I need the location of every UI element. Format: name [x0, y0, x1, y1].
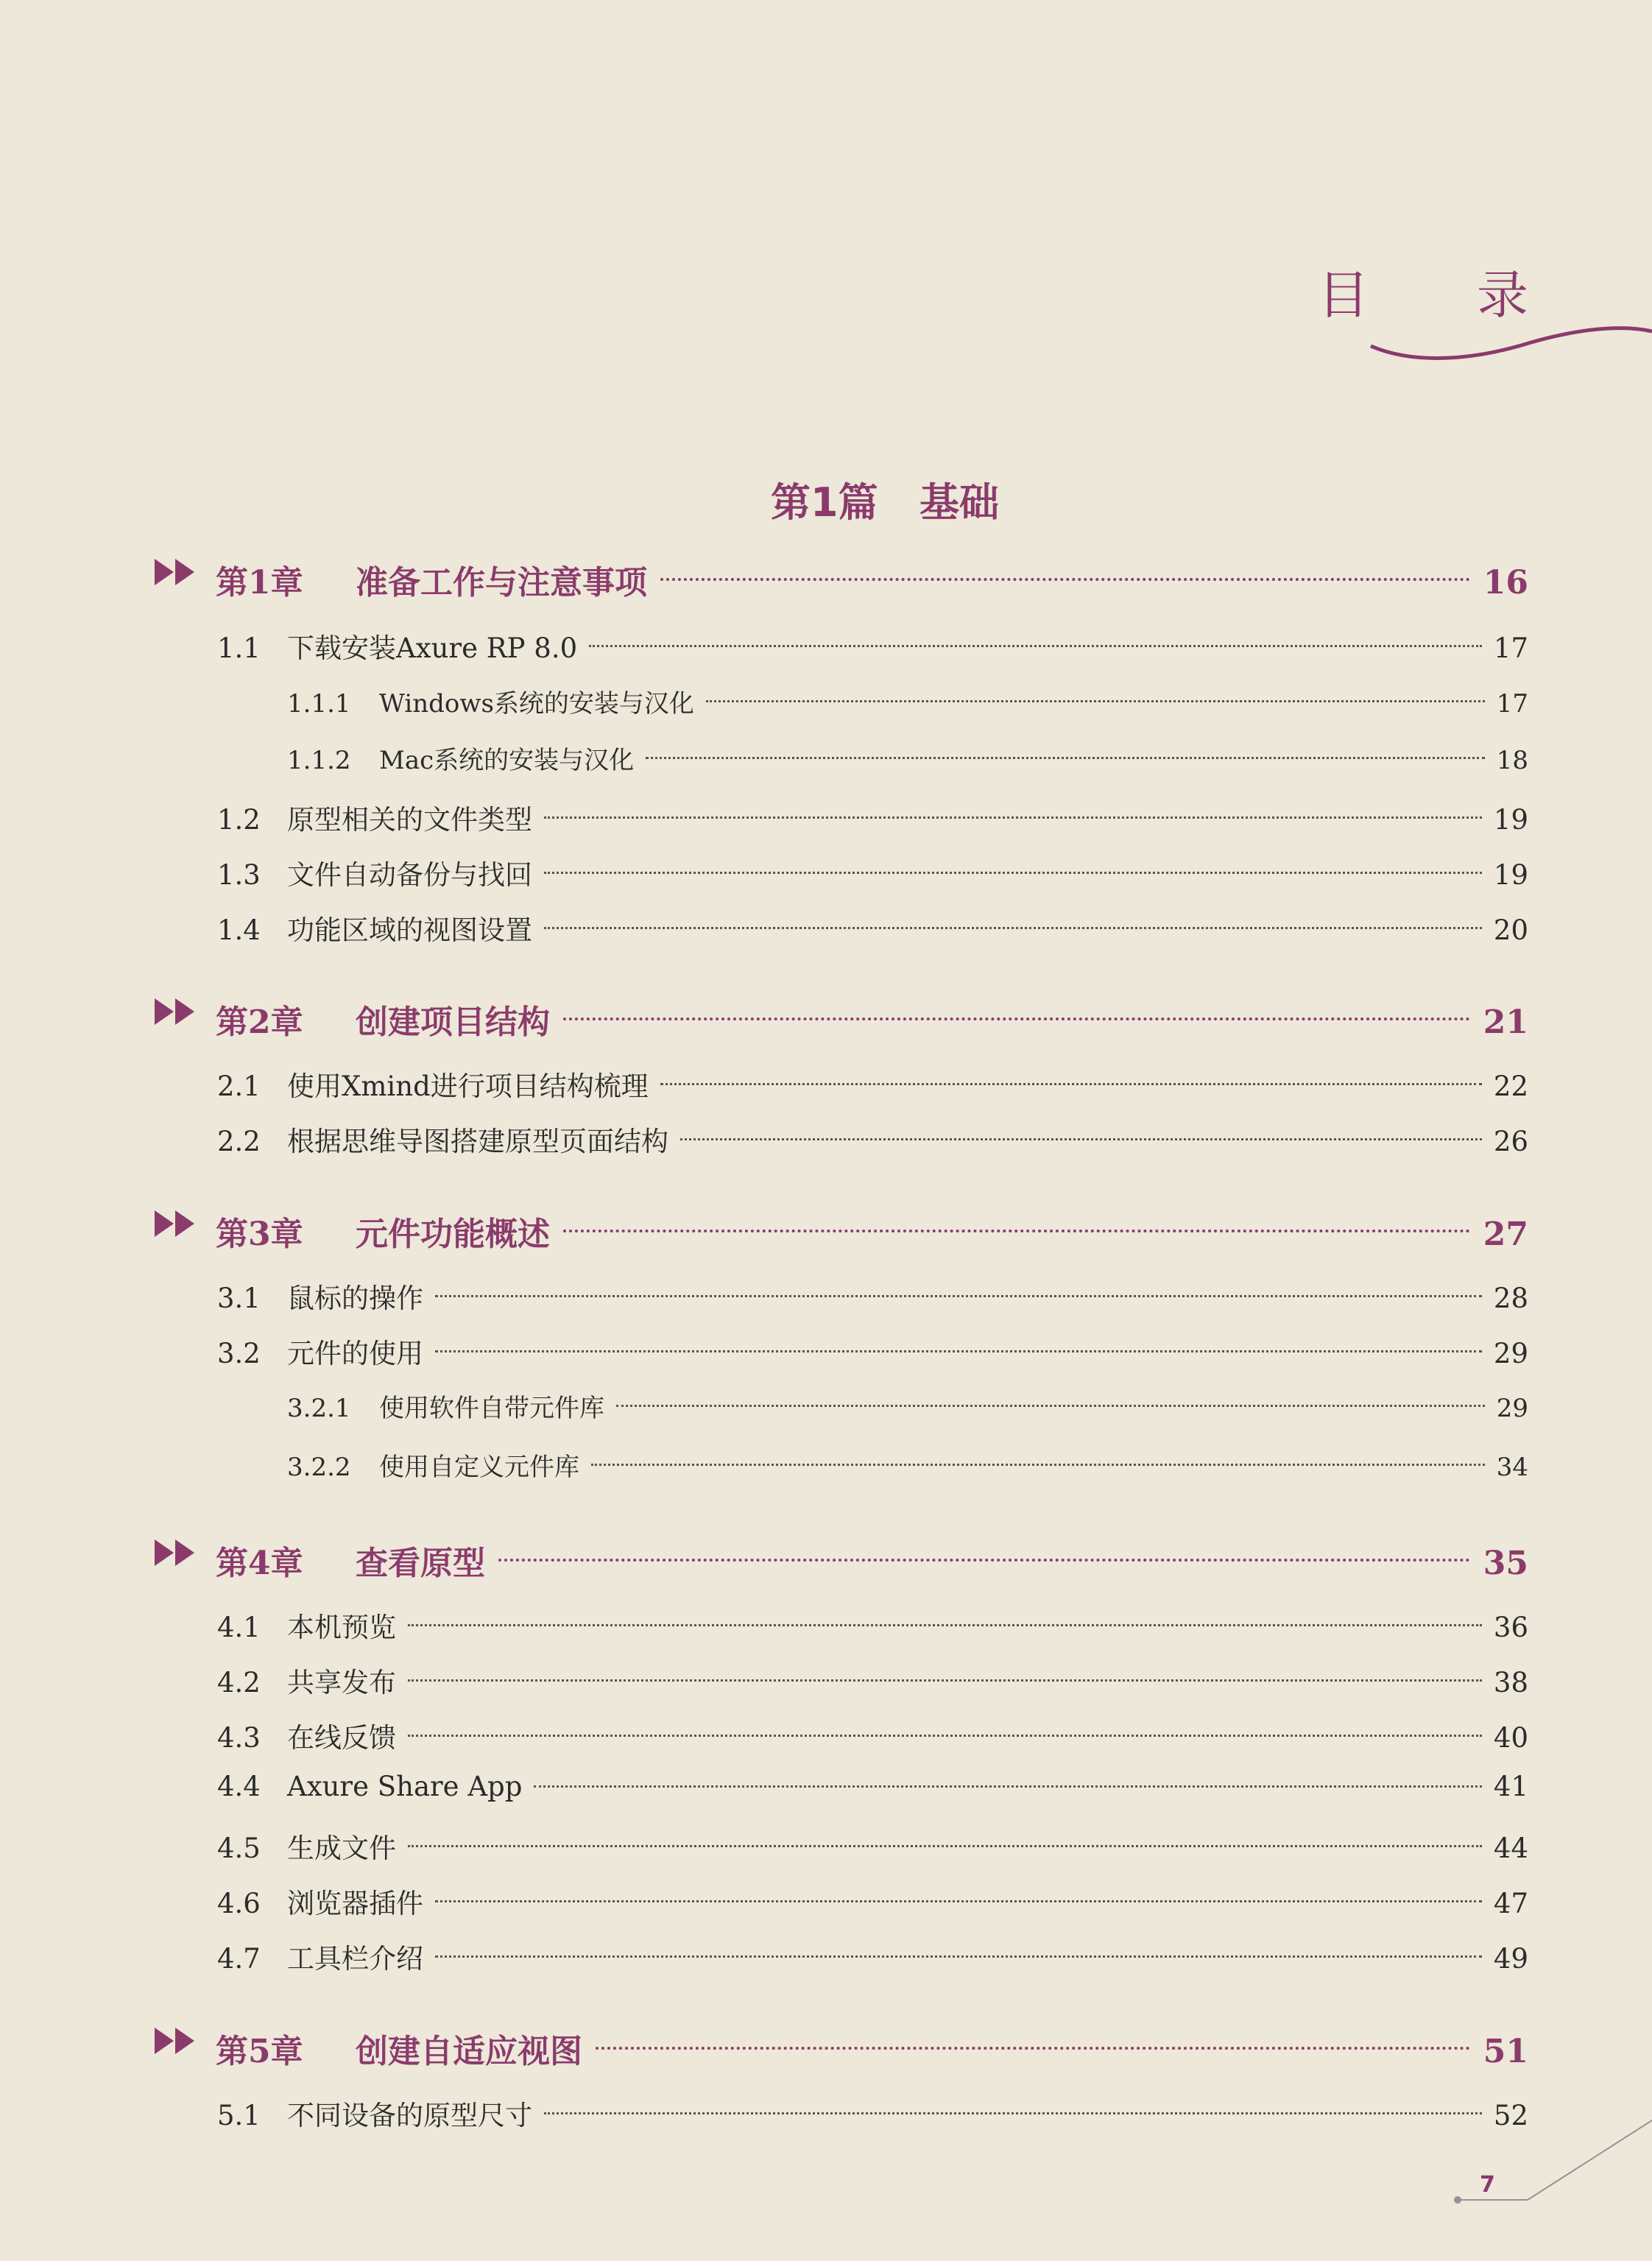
section-number: 1.2 — [217, 804, 261, 836]
section-title: 元件的使用 — [287, 1338, 423, 1369]
page-ref: 17 — [1496, 689, 1528, 719]
page-ref: 40 — [1493, 1722, 1528, 1754]
dot-leader — [408, 1845, 1482, 1847]
dot-leader — [563, 1230, 1470, 1232]
page-ref: 18 — [1496, 746, 1528, 775]
dot-leader — [435, 1900, 1482, 1902]
section-number: 4.7 — [217, 1943, 261, 1975]
page-ref: 34 — [1496, 1453, 1528, 1482]
page-ref: 51 — [1483, 2033, 1528, 2070]
page-ref: 49 — [1493, 1943, 1528, 1975]
toc-chapter-5[interactable] — [0, 2025, 1528, 2072]
dot-leader — [646, 757, 1485, 759]
toc-section-4-7[interactable] — [0, 1936, 1528, 1976]
chapter-title: 创建项目结构 — [356, 1003, 550, 1041]
page-ref: 47 — [1493, 1888, 1528, 1919]
dot-leader — [706, 700, 1485, 702]
page-ref: 28 — [1493, 1283, 1528, 1314]
page-ref: 44 — [1493, 1833, 1528, 1864]
section-title: 根据思维导图搭建原型页面结构 — [287, 1126, 668, 1157]
section-title: 原型相关的文件类型 — [287, 804, 532, 836]
page-ref: 38 — [1493, 1667, 1528, 1699]
page-ref: 35 — [1483, 1545, 1528, 1582]
toc-section-4-3[interactable] — [0, 1715, 1528, 1755]
page-ref: 52 — [1493, 2100, 1528, 2131]
toc-chapter-3[interactable] — [0, 1207, 1528, 1255]
page-ref: 29 — [1493, 1338, 1528, 1369]
toc-chapter-1[interactable] — [0, 556, 1528, 603]
page-ref: 29 — [1496, 1394, 1528, 1423]
section-number: 1.4 — [217, 914, 261, 946]
page-ref: 21 — [1483, 1003, 1528, 1041]
dot-leader — [596, 2047, 1470, 2050]
section-number: 4.3 — [217, 1722, 261, 1754]
toc-section-2-2[interactable] — [0, 1119, 1528, 1159]
chapter-number: 第2章 — [216, 1003, 303, 1041]
page-ref: 17 — [1493, 632, 1528, 664]
subsection-number: 3.2.1 — [287, 1394, 351, 1423]
section-title: 本机预览 — [287, 1612, 396, 1643]
chapter-title: 元件功能概述 — [356, 1216, 550, 1253]
page-ref: 26 — [1493, 1126, 1528, 1157]
section-title: 共享发布 — [287, 1667, 396, 1699]
section-number: 3.1 — [217, 1283, 261, 1314]
section-title: 浏览器插件 — [287, 1888, 423, 1919]
toc-chapter-2[interactable] — [0, 995, 1528, 1043]
subsection-number: 1.1.2 — [287, 746, 351, 775]
section-number: 4.5 — [217, 1833, 261, 1864]
section-number: 2.1 — [217, 1070, 261, 1102]
subsection-number: 1.1.1 — [287, 689, 351, 719]
page-ref: 22 — [1493, 1070, 1528, 1102]
section-title: 文件自动备份与找回 — [287, 859, 532, 891]
page-ref: 36 — [1493, 1612, 1528, 1643]
toc-section-3-2[interactable] — [0, 1331, 1528, 1371]
page-number: 7 — [1480, 2172, 1495, 2198]
section-title: Axure Share App — [287, 1771, 523, 1802]
subsection-title: Windows系统的安装与汉化 — [379, 689, 694, 719]
toc-section-4-6[interactable] — [0, 1881, 1528, 1921]
dot-leader — [544, 872, 1482, 874]
chapter-title: 准备工作与注意事项 — [356, 564, 647, 602]
dot-leader — [408, 1624, 1482, 1626]
dot-leader — [435, 1955, 1482, 1958]
chapter-number: 第4章 — [216, 1545, 303, 1582]
dot-leader — [435, 1295, 1482, 1297]
section-number: 3.2 — [217, 1338, 261, 1369]
dot-leader — [660, 578, 1470, 581]
chapter-number: 第5章 — [216, 2033, 303, 2070]
chapter-title: 查看原型 — [356, 1545, 485, 1582]
page-ref: 16 — [1483, 564, 1528, 602]
dot-leader — [660, 1083, 1482, 1085]
toc-subsection-3-2-2[interactable] — [0, 1447, 1528, 1483]
section-number: 1.1 — [217, 632, 261, 664]
section-number: 4.2 — [217, 1667, 261, 1699]
toc-subsection-1-1-2[interactable] — [0, 740, 1528, 776]
page-title: 目 录 — [1317, 265, 1574, 325]
dot-leader — [544, 816, 1482, 819]
toc-chapter-4[interactable] — [0, 1537, 1528, 1584]
section-title: 生成文件 — [287, 1833, 396, 1864]
toc-section-3-1[interactable] — [0, 1276, 1528, 1316]
section-title: 下载安装Axure RP 8.0 — [287, 632, 578, 664]
dot-leader — [498, 1559, 1470, 1562]
toc-section-2-1[interactable] — [0, 1064, 1528, 1104]
toc-subsection-3-2-1[interactable] — [0, 1388, 1528, 1424]
double-arrow-icon — [155, 1207, 196, 1248]
dot-leader — [680, 1138, 1482, 1140]
toc-section-4-5[interactable] — [0, 1826, 1528, 1866]
toc-section-1-1[interactable] — [0, 626, 1528, 666]
section-number: 4.4 — [217, 1771, 261, 1802]
section-title: 在线反馈 — [287, 1722, 396, 1754]
dot-leader — [544, 2112, 1482, 2114]
toc-section-4-2[interactable] — [0, 1660, 1528, 1700]
subsection-title: 使用自定义元件库 — [379, 1453, 579, 1482]
subsection-title: 使用软件自带元件库 — [379, 1394, 604, 1423]
toc-section-1-2[interactable] — [0, 797, 1528, 837]
subsection-title: Mac系统的安装与汉化 — [379, 746, 635, 775]
page-ref: 20 — [1493, 914, 1528, 946]
dot-leader — [534, 1785, 1481, 1788]
chapter-number: 第1章 — [216, 564, 303, 602]
section-number: 2.2 — [217, 1126, 261, 1157]
page-ref: 19 — [1493, 859, 1528, 891]
section-title: 使用Xmind进行项目结构梳理 — [287, 1070, 649, 1102]
dot-leader — [591, 1464, 1485, 1466]
section-number: 4.6 — [217, 1888, 261, 1919]
page-ref: 27 — [1483, 1216, 1528, 1253]
section-title: 功能区域的视图设置 — [287, 914, 532, 946]
section-title: 不同设备的原型尺寸 — [287, 2100, 532, 2131]
section-title: 工具栏介绍 — [287, 1943, 423, 1975]
double-arrow-icon — [155, 995, 196, 1036]
part-heading: 第1篇 基础 — [771, 479, 999, 526]
chapter-title: 创建自适应视图 — [356, 2033, 582, 2070]
section-title: 鼠标的操作 — [287, 1283, 423, 1314]
page-ref: 19 — [1493, 804, 1528, 836]
double-arrow-icon — [155, 556, 196, 596]
subsection-number: 3.2.2 — [287, 1453, 351, 1482]
toc-subsection-1-1-1[interactable] — [0, 683, 1528, 719]
toc-section-1-3[interactable] — [0, 853, 1528, 892]
section-number: 1.3 — [217, 859, 261, 891]
dot-leader — [616, 1405, 1485, 1407]
section-number: 5.1 — [217, 2100, 261, 2131]
page-ref: 41 — [1493, 1771, 1528, 1802]
dot-leader — [544, 927, 1482, 929]
dot-leader — [435, 1350, 1482, 1352]
toc-section-4-4[interactable] — [0, 1771, 1528, 1802]
dot-leader — [563, 1017, 1470, 1020]
dot-leader — [408, 1735, 1482, 1737]
toc-section-4-1[interactable] — [0, 1605, 1528, 1645]
section-number: 4.1 — [217, 1612, 261, 1643]
chapter-number: 第3章 — [216, 1216, 303, 1253]
toc-section-1-4[interactable] — [0, 908, 1528, 948]
double-arrow-icon — [155, 1537, 196, 1577]
double-arrow-icon — [155, 2025, 196, 2065]
dot-leader — [589, 645, 1482, 647]
toc-section-5-1[interactable] — [0, 2093, 1528, 2133]
dot-leader — [408, 1679, 1482, 1682]
